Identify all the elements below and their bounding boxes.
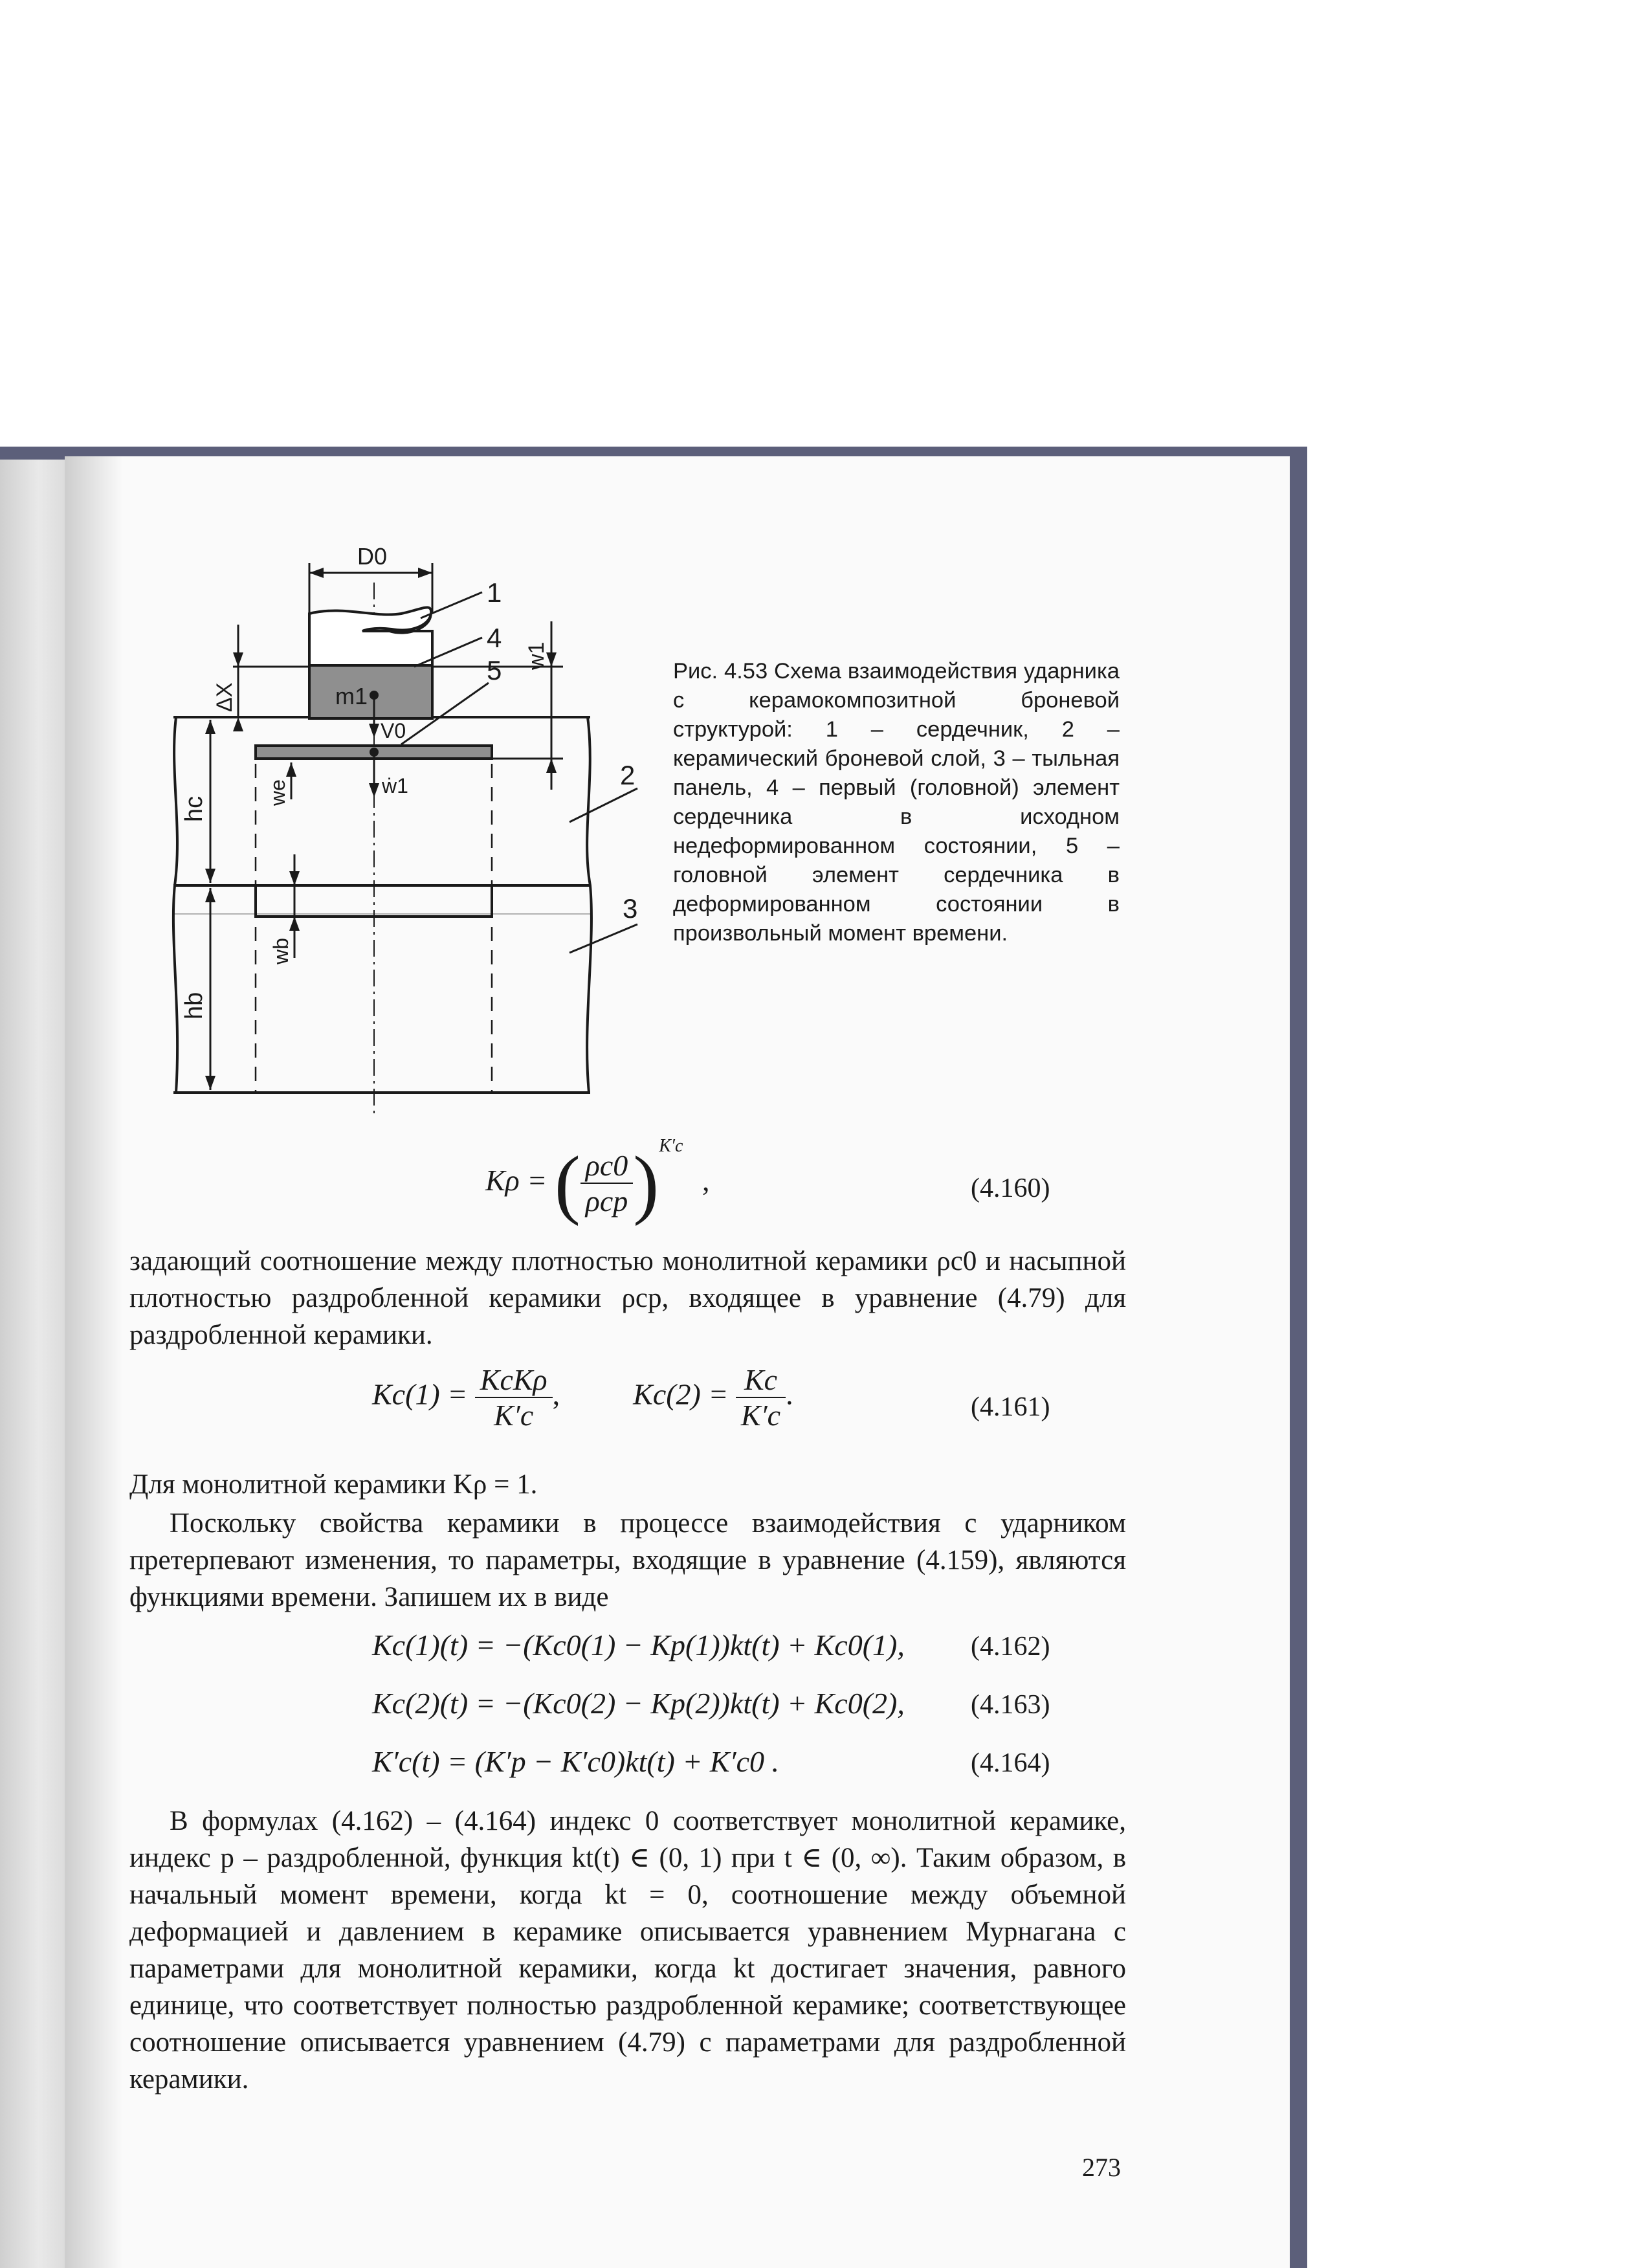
eq161-a-lhs: Kc(1) = — [372, 1377, 468, 1411]
label-wb: wb — [269, 938, 293, 964]
v0-arrowhead — [369, 724, 379, 738]
eq161-a-tail: , — [552, 1377, 560, 1411]
label-4: 4 — [487, 623, 502, 653]
label-hc: hc — [181, 795, 208, 822]
wb-arrow-top — [289, 871, 300, 885]
eq160-paren: ( — [554, 1140, 580, 1227]
eq161-a-den: K′c — [494, 1399, 534, 1432]
dx-arrow-bottom — [233, 717, 243, 731]
eq160-paren-close: ) — [633, 1140, 659, 1227]
label-v0: V0 — [381, 719, 406, 742]
figure-caption: Рис. 4.53 Схема взаимодействия ударника с керамокомпозитной броневой структурой: 1 – сердечник, 2 – керамический броневой слой, 3 – тыльная панель, 4 – первый (головной) элемент сердечника в исходном недеформированном состоянии, 5 – головной элемент сердечника в деформированном состоянии в произвольный момент времени. — [673, 659, 1120, 946]
label-w1: w1 — [524, 641, 549, 670]
eq160-num: ρc0 — [580, 1148, 634, 1184]
eq161-a-num: KcKρ — [475, 1362, 553, 1398]
core-element — [309, 607, 432, 667]
page-number: 273 — [1082, 2153, 1121, 2182]
eq161-b-fraction — [736, 1362, 786, 1432]
hc-arrow-top — [205, 720, 216, 734]
equation-4-161 — [372, 1362, 793, 1432]
w1dot-arrowhead — [369, 783, 379, 797]
paragraph-3: Поскольку свойства керамики в процессе взаимодействия с ударником претерпевают изменения, то параметры, входящие в уравнение (4.159), являются функциями времени. Запишем их в виде — [129, 1508, 1126, 1612]
label-w1dot: ẇ1 — [382, 774, 408, 797]
equation-4-163: Kc(2)(t) = −(Kc0(2) − Kp(2))kt(t) + Kc0(2), — [372, 1687, 905, 1720]
we-arrow — [286, 762, 296, 777]
label-3: 3 — [623, 893, 638, 924]
eq-number-4-161: (4.161) — [971, 1392, 1050, 1422]
hc-arrow-bottom — [205, 869, 216, 883]
label-5: 5 — [487, 655, 502, 685]
eq161-a-fraction — [475, 1362, 553, 1432]
eq-number-4-160: (4.160) — [971, 1173, 1050, 1203]
label-2: 2 — [620, 760, 636, 790]
w1-arrow-bottom — [546, 759, 557, 773]
eq160-exp: K′c — [659, 1136, 683, 1156]
paragraph-2: Для монолитной керамики Kρ = 1. — [129, 1469, 538, 1500]
leader-1 — [421, 592, 482, 618]
label-d0: D0 — [357, 543, 388, 570]
label-dx: ΔX — [212, 682, 237, 712]
eq160-den: ρcp — [585, 1184, 628, 1218]
label-we: we — [266, 779, 289, 806]
label-m1: m1 — [335, 683, 368, 709]
eq161-b-num: Kc — [736, 1362, 786, 1398]
eq161-b-den: K′c — [740, 1399, 781, 1432]
hb-arrow-top — [205, 888, 216, 902]
eq-number-4-162: (4.162) — [971, 1632, 1050, 1662]
eq160-tail: , — [702, 1164, 710, 1197]
d0-arrow-right — [418, 568, 432, 578]
eq160-lhs: Kρ = — [485, 1164, 547, 1197]
leader-3 — [569, 924, 637, 953]
eq-number-4-164: (4.164) — [971, 1748, 1050, 1778]
paragraph-4: В формулах (4.162) – (4.164) индекс 0 соответствует монолитной керамике, индекс p – раздробленной, функция kt(t) ∈ (0, 1) при t ∈ (0, ∞). Таким образом, в начальный момент времени, когда kt = 0, соотношение между объемной деформацией и давлением в керамике описывается уравнением Мурнагана с параметрами для монолитной керамики, когда kt достигает значения, равного единице, что соответствует полностью раздробленной керамике; соответствующее соотношение описывается уравнением (4.79) с параметрами для раздробленной керамики. — [129, 1806, 1126, 2095]
right-break-edge — [587, 717, 591, 1093]
label-hb: hb — [181, 992, 208, 1019]
d0-arrow-left — [309, 568, 324, 578]
equation-4-160 — [485, 1136, 709, 1228]
eq161-b-tail: . — [786, 1377, 793, 1411]
label-1: 1 — [487, 577, 502, 608]
eq-number-4-163: (4.163) — [971, 1690, 1050, 1720]
head-element-initial — [309, 665, 432, 718]
eq161-b-lhs: Kc(2) = — [633, 1377, 729, 1411]
equation-4-162: Kc(1)(t) = −(Kc0(1) − Kp(1))kt(t) + Kc0(1), — [372, 1629, 905, 1662]
paragraph-1: задающий соотношение между плотностью монолитной керамики ρc0 и насыпной плотностью раздробленной керамики ρcp, входящее в уравнение (4.79) для раздробленной керамики. — [129, 1246, 1126, 1350]
hb-arrow-bottom — [205, 1076, 216, 1090]
equation-4-164: K′c(t) = (K′p − K′c0)kt(t) + K′c0 . — [372, 1745, 780, 1778]
left-break-edge — [173, 717, 177, 1093]
wb-arrow-bottom — [289, 917, 300, 931]
leader-2 — [569, 788, 637, 822]
eq160-fraction — [580, 1148, 634, 1218]
dx-arrow-top — [233, 652, 243, 667]
